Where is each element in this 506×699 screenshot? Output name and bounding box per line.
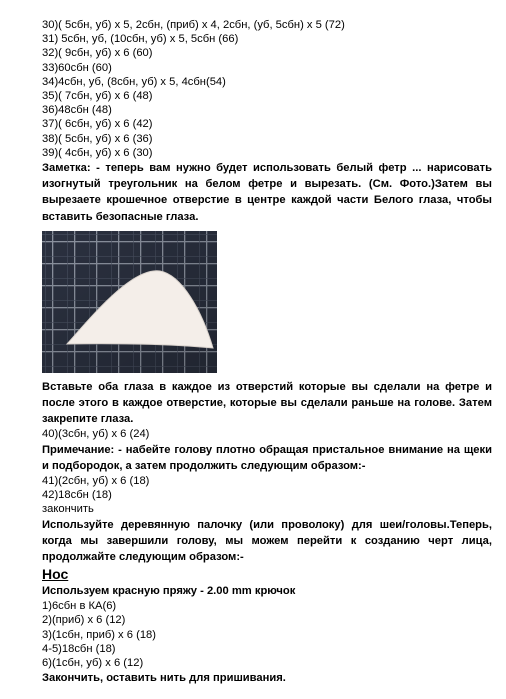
nose-round-line: 6)(1сбн, уб) х 6 (12): [42, 657, 144, 670]
round-line: 36)48сбн (48): [42, 104, 112, 117]
finish-nose-line: Закончить, оставить нить для пришивания.: [42, 672, 286, 685]
finish-label: закончить: [42, 503, 94, 516]
nose-round-line: 3)(1сбн, приб) х 6 (18): [42, 628, 156, 641]
rounds-list-b: [42, 474, 492, 502]
round-line: 42)18сбн (18): [42, 489, 112, 502]
felt-eye-photo: [42, 231, 217, 373]
round-line: 34)4сбн, уб, (8сбн, уб) х 5, 4сбн(54): [42, 75, 226, 88]
round-line: 41)(2сбн, уб) х 6 (18): [42, 475, 150, 488]
round-line: 31) 5сбн, уб, (10сбн, уб) х 5, 5сбн (66): [42, 33, 239, 46]
round-line: 32)( 9сбн, уб) х 6 (60): [42, 47, 153, 60]
insert-eyes-paragraph: Вставьте оба глаза в каждое из отверстий которые вы сделали на фетре и после этого в каждое отверстие, которые вы сделали раньше на голове. Затем закрепите глаза.: [42, 380, 492, 426]
stick-paragraph: Используйте деревянную палочку (или проволоку) для шеи/головы.Теперь, когда мы завершили голову, мы можем перейти к созданию черт лица, продолжайте следующим образом:-: [42, 518, 492, 564]
nose-heading: Нос: [42, 566, 69, 583]
nose-rounds-list: [42, 599, 492, 670]
round-40: 40)(3сбн, уб) х 6 (24): [42, 428, 150, 441]
round-line: 38)( 5сбн, уб) х 6 (36): [42, 132, 153, 145]
note-stuffing-paragraph: Примечание: - набейте голову плотно обращая пристальное внимание на щеки и подбородок, а затем продолжить следующим образом:-: [42, 443, 492, 472]
round-line: 35)( 7сбн, уб) х 6 (48): [42, 90, 153, 103]
pattern-page: [42, 18, 492, 686]
round-line: 30)( 5сбн, уб) х 5, 2сбн, (приб) х 4, 2сбн, (уб, 5сбн) х 5 (72): [42, 19, 345, 31]
note-felt-paragraph: Заметка: - теперь вам нужно будет использовать белый фетр ... нарисовать изогнутый треугольник на белом фетре и вырезать. (См. Фото.)Затем вы вырезаете крошечное отверстие в центре каждой части Белого глаза, чтобы вставить безопасные глаза.: [42, 162, 492, 223]
rounds-list-a: [42, 18, 492, 160]
nose-yarn-line: Используем красную пряжу - 2.00 mm крючок: [42, 585, 296, 598]
nose-round-line: 1)6сбн в КА(6): [42, 600, 117, 613]
round-line: 33)60сбн (60): [42, 61, 112, 74]
round-line: 39)( 4сбн, уб) х 6 (30): [42, 146, 153, 159]
nose-round-line: 2)(приб) х 6 (12): [42, 614, 126, 627]
round-line: 37)( 6сбн, уб) х 6 (42): [42, 118, 153, 131]
nose-round-line: 4-5)18сбн (18): [42, 642, 116, 655]
